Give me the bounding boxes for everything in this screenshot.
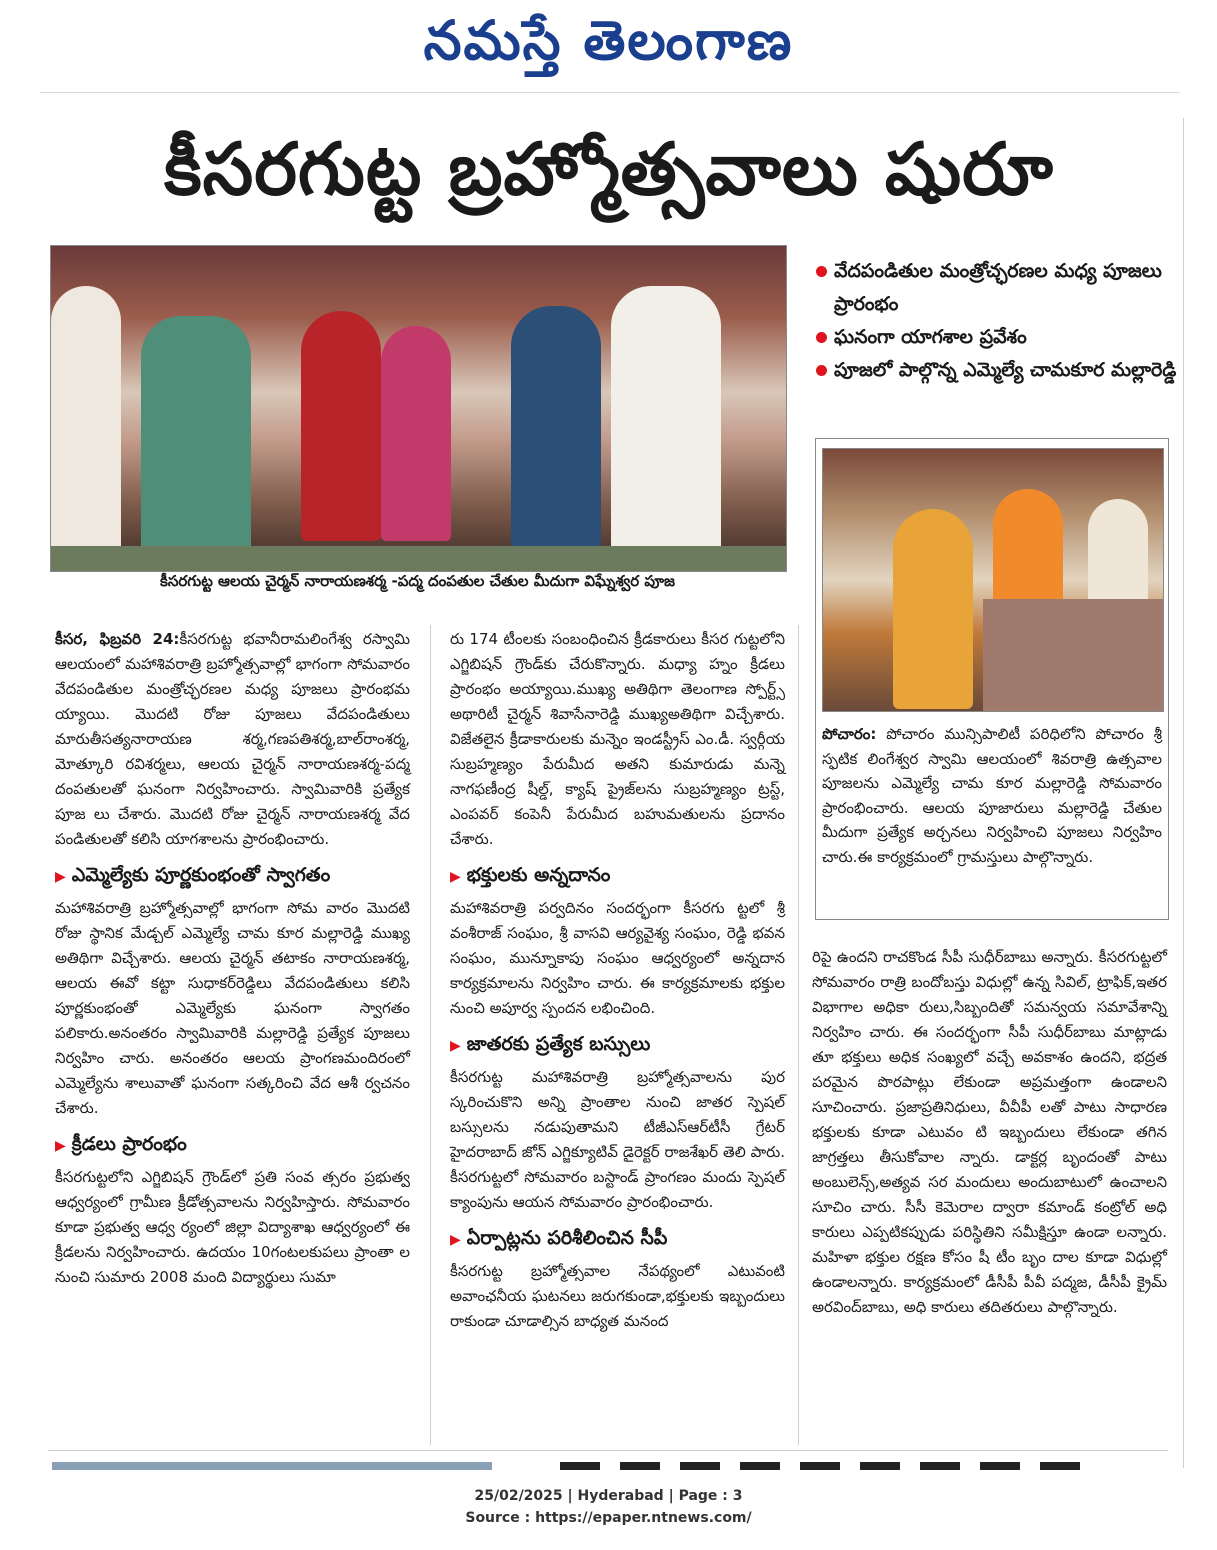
- subheading: [450, 1221, 785, 1257]
- photo-altar: [983, 599, 1163, 711]
- highlights-list: [810, 255, 1180, 387]
- article-column-3: [812, 945, 1167, 1320]
- paragraph-text: కీసరగుట్ట భవానీరామలింగేశ్వ రస్వామి ఆలయంలో మహాశివరాత్రి బ్రహ్మోత్సవాల్లో భాగంగా సోమవారం వేదపండితుల మంత్రోచ్ఛరణల మధ్య పూజలు ప్రారంభమ య్యాయి. మొదటి రోజు పూజలు వేదపండితులు మారుతీసత్యనారాయణ శర్మ,గణపతిశర్మ,బాల్‌రాంశర్మ, మోత్కూరి రవిశర్మలు, ఆలయ చైర్మన్ నారాయణశర్మ-పద్మ దంపతులతో ఘనంగా నిర్వహించారు. స్వామివారికి ప్రత్యేక పూజ లు చేశారు. మొదటి రోజు చైర్మన్ నారాయణశర్మ వేద పండితులతో కలిసి యాగశాలను ప్రారంభించారు.: [55, 630, 411, 848]
- highlight-text: ఘనంగా యాగశాల ప్రవేశం: [834, 326, 1027, 348]
- highlight-text: వేదపండితుల మంత్రోచ్ఛరణల మధ్య పూజలు ప్రారంభం: [834, 260, 1162, 315]
- photo-figure: [511, 306, 601, 556]
- paragraph-text: మహాశివరాత్రి బ్రహ్మోత్సవాల్లో భాగంగా సోమ వారం మొదటి రోజు స్థానిక మేడ్చల్ ఎమ్మెల్యే చామ కూర మల్లారెడ్డి ముఖ్య అతిథిగా విచ్చేశారు. ఆలయ చైర్మన్ తటాకం నారాయణశర్మ, ఆలయ ఈవో కట్టా సుధాకర్‌రెడ్డిలు వేదపండితులు కలిసి పూర్ణకుంభంతో ఎమ్మెల్యేకు ఘనంగా స్వాగతం పలికారు.అనంతరం స్వామివారికి మల్లారెడ్డి ప్రత్యేక పూజలు నిర్వహిం చారు. అనంతరం ఆలయ ప్రాంగణమందిరంలో ఎమ్మెల్యేను శాలువాతో ఘనంగా సత్కరించి వేద ఆశీ ర్వచనం చేశారు.: [55, 899, 410, 1117]
- divider: [40, 92, 1180, 93]
- highlight-item: [810, 255, 1180, 321]
- footer-date-page: 25/02/2025 | Hyderabad | Page : 3: [474, 1488, 743, 1504]
- headline: కీసరగుట్ట బ్రహ్మోత్సవాలు షురూ: [164, 127, 1054, 211]
- subheading-text: ఎమ్మెల్యేకు పూర్ణకుంభంతో స్వాగతం: [71, 864, 331, 886]
- paragraph-text: కీసరగుట్టలోని ఎగ్జిబిషన్ గ్రౌండ్‌లో ప్రతి సంవ త్సరం ప్రభుత్వ ఆధ్వర్యంలో గ్రామీణ క్రీడోత్సవాలను నిర్వహిస్తారు. సోమవారం కూడా ప్రభుత్వ ఆధ్వ ర్యంలో జిల్లా విద్యాశాఖ ఆధ్వర్యంలో ఈ క్రీడలను నిర్వహించారు. ఉదయం 10గంటలకుపలు ప్రాంతా ల నుంచి సుమారు 2008 మంది విద్యార్థులు సుమా: [55, 1168, 410, 1286]
- subheading-text: జాతరకు ప్రత్యేక బస్సులు: [466, 1033, 651, 1055]
- masthead-logo: నమస్తే తెలంగాణ: [423, 8, 794, 72]
- highlight-item: [810, 354, 1180, 387]
- footer-source-link[interactable]: Source : https://epaper.ntnews.com/: [465, 1510, 752, 1526]
- next-article-headline-edge: [560, 1462, 1080, 1470]
- subheading: [450, 1027, 785, 1063]
- subheading: [55, 858, 410, 894]
- side-story-dateline: పోచారం:: [822, 725, 877, 743]
- photo-figure: [51, 286, 121, 566]
- triangle-icon: ▶: [55, 1138, 66, 1154]
- photo-floor: [51, 546, 786, 571]
- subheading: [55, 1127, 410, 1163]
- bullet-icon: [816, 365, 827, 376]
- subheading-text: క్రీడలు ప్రారంభం: [71, 1133, 187, 1155]
- triangle-icon: ▶: [450, 869, 461, 885]
- column-divider: [430, 625, 431, 1445]
- next-article-photo-edge: [52, 1462, 492, 1470]
- triangle-icon: ▶: [450, 1038, 461, 1054]
- photo-figure: [381, 326, 451, 541]
- subheading-text: భక్తులకు అన్నదానం: [466, 864, 611, 886]
- triangle-icon: ▶: [450, 1232, 461, 1248]
- paragraph-text: మహాశివరాత్రి పర్వదినం సందర్భంగా కీసరగు ట్టలో శ్రీ వంశీరాజ్ సంఘం, శ్రీ వాసవి ఆర్యవైశ్య సంఘం, రెడ్డి భవన సంఘం, మున్నూకాపు సంఘం ఆధ్వర్యంలో అన్నదాన కార్యక్రమాలను నిర్వహిం చారు. ఈ కార్యక్రమాలకు భక్తుల నుంచి అపూర్వ స్పందన లభించింది.: [450, 899, 785, 1017]
- side-story-text: [822, 722, 1162, 869]
- paragraph-text: రు 174 టీంలకు సంబంధించిన క్రీడకారులు కీసర గుట్టలోని ఎగ్జిబిషన్ గ్రౌండ్‌కు చేరుకొన్నారు. మధ్యా హ్నం క్రీడలు ప్రారంభం అయ్యాయి.ముఖ్య అతిథిగా తెలంగాణ స్పోర్ట్స్ అథారిటీ చైర్మన్ శివాసేనారెడ్డి ముఖ్యఅతిథిగా విచ్చేశారు. విజేతలైన క్రీడాకారులకు మన్నెం ఇండస్ట్రీస్ ఎం.డీ. స్వర్గీయ సుబ్రహ్మణ్యం పేరుమీద అతని కుమారుడు మన్నె నాగఫణీంద్ర షీల్డ్, క్యాష్ ప్రైజ్‌లను సుబ్రహ్మణ్యం ట్రస్ట్, ఎంపవర్ కంపెనీ పేరుమీద బహుమతులను ప్రదానం చేశారు.: [450, 630, 785, 848]
- subheading-text: ఏర్పాట్లను పరిశీలించిన సీపీ: [466, 1227, 668, 1249]
- photo-figure: [141, 316, 251, 566]
- dateline: కీసర, ఫిబ్రవరి 24:: [55, 630, 180, 648]
- paragraph-text: రిపై ఉందని రాచకొండ సీపీ సుధీర్‌బాబు అన్నారు. కీసరగుట్టలో సోమవారం రాత్రి బందోబస్తు విధుల్లో ఉన్న సివిల్, ట్రాఫిక్,ఇతర విభాగాల అధికా రులు,సిబ్బందితో సమన్వయ సమావేశాన్ని నిర్వహిం చారు. ఈ సందర్భంగా సీపీ సుధీర్‌బాబు మాట్లాడు తూ భక్తులు అధిక సంఖ్యలో వచ్చే అవకాశం ఉందని, భద్రత పరమైన పొరపాట్లు లేకుండా అప్రమత్తంగా ఉండాలని సూచించారు. ప్రజాప్రతినిధులు, వీవీపీ లతో పాటు సాధారణ భక్తులకు కూడా ఎటువం టి ఇబ్బందులు లేకుండా తగిన జాగ్రత్తలు తీసుకోవాల న్నారు. డాక్టర్ల బృందంతో పాటు అంబులెన్స్,అత్యవ సర మందులు అందుబాటులో ఉంచాలని సూచిం చారు. సీసీ కెమెరాల ద్వారా కమాండ్ కంట్రోల్ అధి కారులు ఎప్పటికప్పుడు పరిస్థితిని సమీక్షిస్తూ ఉండా లన్నారు. మహిళా భక్తుల రక్షణ కోసం షీ టీం బృం దాల కూడా విధుల్లో ఉండాలన్నారు. కార్యక్రమంలో డీసీపీ పీవీ పద్మజ, డీసీపీ క్రైమ్ అరవింద్‌బాబు, అధి కారులు తదితరులు పాల్గొన్నారు.: [812, 948, 1167, 1316]
- highlight-text: పూజలో పాల్గొన్న ఎమ్మెల్యే చామకూర మల్లారెడ్డి: [834, 359, 1177, 381]
- photo-figure: [611, 286, 721, 556]
- photo-figure: [301, 311, 381, 541]
- paragraph: [55, 627, 410, 852]
- side-photo: [822, 448, 1164, 712]
- bullet-icon: [816, 266, 827, 277]
- column-divider: [798, 625, 799, 1445]
- paragraph-text: కీసరగుట్ట మహాశివరాత్రి బ్రహ్మోత్సవాలను పుర స్కరించుకొని అన్ని ప్రాంతాల నుంచి జాతర స్పెషల్ బస్సులను నడుపుతామని టీజీఎస్‌ఆర్‌టీసీ గ్రేటర్ హైదరాబాద్ జోన్ ఎగ్జిక్యూటివ్ డైరెక్టర్ రాజశేఖర్ తెలి పారు. కీసరగుట్టలో సోమవారం బస్టాండ్ ప్రాంగణం మందు స్పెషల్ క్యాంపును ఆయన సోమవారం ప్రారంభించారు.: [450, 1068, 785, 1211]
- paragraph-text: కీసరగుట్ట బ్రహ్మోత్సవాల నేపథ్యంలో ఎటువంటి అవాంఛనీయ ఘటనలు జరుగకుండా,భక్తులకు ఇబ్బందులు రాకుండా చూడాల్సిన బాధ్యత మనంద: [450, 1262, 785, 1330]
- divider: [48, 1450, 1168, 1451]
- photo-caption: కీసరగుట్ట ఆలయ చైర్మన్ నారాయణశర్మ -పద్మ దంపతుల చేతుల మీదుగా విఘ్నేశ్వర పూజ: [160, 572, 675, 590]
- triangle-icon: ▶: [55, 869, 66, 885]
- article-column-1: [55, 627, 410, 1290]
- article-column-2: [450, 627, 785, 1334]
- subheading: [450, 858, 785, 894]
- photo-figure: [893, 509, 973, 709]
- side-story-body: పోచారం మున్సిపాలిటీ పరిధిలోని పోచారం శ్రీ స్ఫటిక లింగేశ్వర స్వామి ఆలయంలో శివరాత్రి ఉత్సవాల పూజలను ఎమ్మెల్యే చామ కూర మల్లారెడ్డి సోమవారం ప్రారంభించారు. ఆలయ పూజారులు మల్లారెడ్డి చేతుల మీదుగా ప్రత్యేక అర్చనలు నిర్వహించి పూజలు నిర్వహిం చారు.ఈ కార్యక్రమంలో గ్రామస్తులు పాల్గొన్నారు.: [822, 725, 1162, 866]
- main-photo: [50, 245, 787, 572]
- highlight-item: [810, 321, 1180, 354]
- bullet-icon: [816, 332, 827, 343]
- divider: [1183, 118, 1184, 1468]
